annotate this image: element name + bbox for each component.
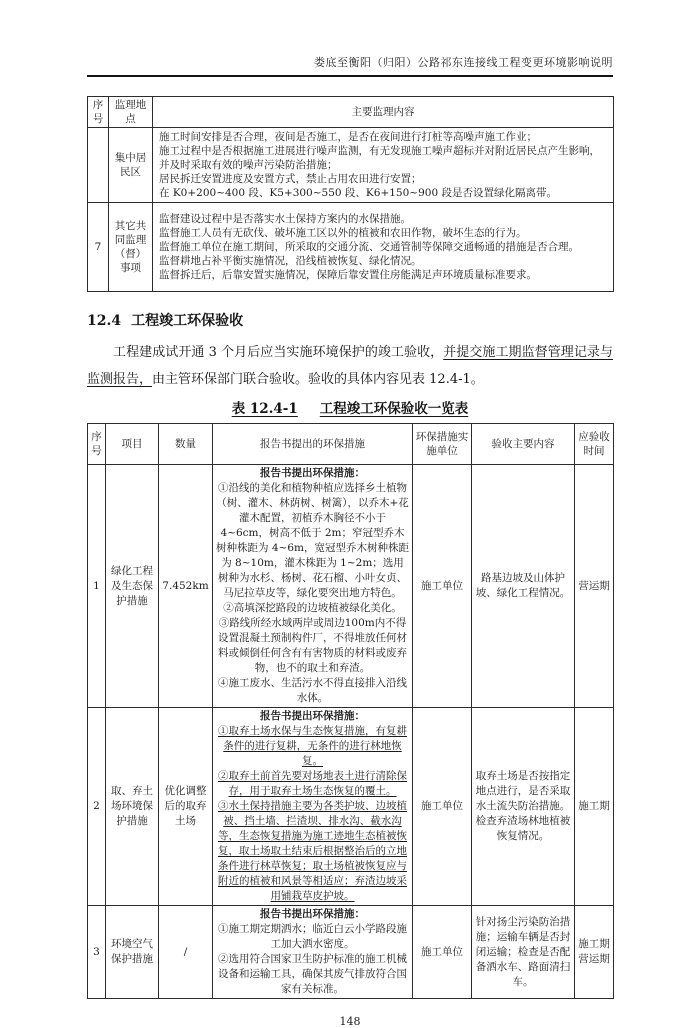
measure-item: ②选用符合国家卫生防护标准的施工机械设备和运输工具，确保其废气排放符合国家有关标准。 bbox=[218, 953, 407, 995]
col-acceptance-content: 验收主要内容 bbox=[472, 424, 575, 465]
measure-item: ②取弃土前首先要对场地表土进行清除保存，用于取弃土场生态恢复的覆土。 bbox=[218, 770, 407, 797]
row-no: 1 bbox=[88, 465, 106, 708]
row-no bbox=[88, 128, 109, 203]
paragraph-underlined-text: 并提交施工期监督管理记录与监测报告， bbox=[87, 345, 613, 387]
content-line: 在 K0+200~400 段、K5+300~550 段、K6+150~900 段是否设置绿化隔离带。 bbox=[159, 187, 557, 199]
row-no: 3 bbox=[88, 906, 106, 999]
paragraph-text: 工程建成试开通 3 个月后应当实施环境保护的竣工验收， bbox=[113, 345, 444, 360]
row-measures bbox=[213, 708, 413, 906]
monitoring-table bbox=[87, 96, 614, 292]
row-time: 施工期营运期 bbox=[575, 906, 614, 999]
content-line: 监督拆迁后，后靠安置实施情况，保障后靠安置住房能满足声环境质量标准要求。 bbox=[159, 269, 537, 281]
table-caption-label: 表 12.4-1 bbox=[231, 401, 298, 417]
measure-item: ②高填深挖路段的边坡植被绿化美化。 bbox=[223, 602, 402, 614]
row-item: 取、弃土场环境保护措施 bbox=[106, 708, 159, 906]
monitoring-col-content: 主要监理内容 bbox=[153, 97, 614, 128]
section-paragraph bbox=[87, 339, 613, 393]
row-place: 集中居民区 bbox=[109, 128, 153, 203]
table-caption-title: 工程竣工环保验收一览表 bbox=[319, 401, 469, 417]
col-quantity: 数量 bbox=[159, 424, 213, 465]
content-line: 监督施工单位在施工期间，所采取的交通分流、交通管制等保障交通畅通的措施是否合理。 bbox=[159, 241, 579, 253]
running-header bbox=[87, 0, 613, 77]
row-unit: 施工单位 bbox=[413, 465, 472, 708]
acceptance-table-header-row bbox=[88, 424, 614, 465]
monitoring-table-header-row bbox=[88, 97, 614, 128]
table-row bbox=[88, 708, 614, 906]
content-line: 监督建设过程中是否落实水土保持方案内的水保措施。 bbox=[159, 213, 411, 225]
measure-item: ③水土保持措施主要为各类护坡、边坡植被、挡土墙、拦渣坝、排水沟、截水沟等，生态恢复措施为施工迹地生态植被恢复，取土场取土结束后根据整治后的立地条件进行林草恢复；取土场植被恢复应与附近的植被和风景等相适应；弃渣边坡采用铺栽草皮护坡。 bbox=[218, 800, 407, 902]
page-content bbox=[87, 0, 613, 1028]
row-item: 绿化工程及生态保护措施 bbox=[106, 465, 159, 708]
row-quantity: / bbox=[159, 906, 213, 999]
row-measures bbox=[213, 465, 413, 708]
row-content bbox=[153, 203, 614, 292]
acceptance-table bbox=[87, 423, 614, 999]
table-caption bbox=[87, 397, 613, 417]
row-unit: 施工单位 bbox=[413, 906, 472, 999]
col-unit: 环保措施实施单位 bbox=[413, 424, 472, 465]
measures-title: 报告书提出环保措施： bbox=[260, 467, 365, 479]
paragraph-text: 由主管环保部门联合验收。验收的具体内容见表 12.4-1。 bbox=[152, 372, 484, 387]
measures-title: 报告书提出环保措施： bbox=[260, 908, 365, 920]
measure-item: ③路线所经水域两岸或周边100m内不得设置混凝土预制构件厂，不得堆放任何材料或倾倒任何含有有害物质的材料或废弃物，也不的取土和弃渣。 bbox=[218, 617, 407, 674]
col-item: 项目 bbox=[106, 424, 159, 465]
measure-item: ①沿线的美化和植物种植应选择乡土植物（树、灌木、林荫树、树篱），以乔木+花灌木配置，初植乔木胸径不小于 4~6cm，树高不低于 2m；窄冠型乔木树种株距为 4~6m，宽冠型乔木树种株距为 8~10m，灌木株距为 1~2m；选用树种为水杉、杨树、花石榴、小叶女贞、马尼拉草皮等，绿化要突出地方特色。 bbox=[216, 482, 409, 599]
row-place: 其它共同监理（督）事项 bbox=[109, 203, 153, 292]
row-acceptance-content: 针对扬尘污染防治措施；运输车辆是否封闭运输；检查是否配备洒水车、路面清扫车。 bbox=[472, 906, 575, 999]
content-line: 施工时间安排是否合理，夜间是否施工，是否在夜间进行打桩等高噪声施工作业； bbox=[159, 131, 537, 143]
row-quantity: 优化调整后的取弃土场 bbox=[159, 708, 213, 906]
row-measures bbox=[213, 906, 413, 999]
table-row bbox=[88, 128, 614, 203]
table-row bbox=[88, 465, 614, 708]
running-header-title: 娄底至衡阳（归阳）公路祁东连接线工程变更环境影响说明 bbox=[87, 54, 613, 77]
content-line: 监督耕地占补平衡实施情况，沿线植被恢复、绿化情况。 bbox=[159, 255, 422, 267]
col-time: 应验收时间 bbox=[575, 424, 614, 465]
col-no: 序号 bbox=[88, 424, 106, 465]
row-acceptance-content: 路基边坡及山体护坡、绿化工程情况。 bbox=[472, 465, 575, 708]
section-title: 工程竣工环保验收 bbox=[131, 313, 244, 329]
row-time: 营运期 bbox=[575, 465, 614, 708]
row-item: 环境空气保护措施 bbox=[106, 906, 159, 999]
row-no: 2 bbox=[88, 708, 106, 906]
row-no: 7 bbox=[88, 203, 109, 292]
row-quantity: 7.452km bbox=[159, 465, 213, 708]
col-measures: 报告书提出的环保措施 bbox=[213, 424, 413, 465]
monitoring-col-no: 序号 bbox=[88, 97, 109, 128]
section-heading bbox=[87, 310, 613, 330]
row-time: 施工期 bbox=[575, 708, 614, 906]
measure-item: ④施工废水、生活污水不得直接排入沿线水体。 bbox=[218, 677, 407, 704]
monitoring-col-place: 监理地点 bbox=[109, 97, 153, 128]
row-acceptance-content: 取弃土场是否按指定地点进行，是否采取水土流失防治措施。检查弃渣场林地植被恢复情况。 bbox=[472, 708, 575, 906]
measure-item: ①取弃土场水保与生态恢复措施，有复耕条件的进行复耕，无条件的进行林地恢复。 bbox=[218, 725, 407, 767]
content-line: 居民拆迁安置进度及安置方式，禁止占用农田进行安置； bbox=[159, 173, 422, 185]
table-row bbox=[88, 203, 614, 292]
content-line: 监督施工人员有无砍伐、破坏施工区以外的植被和农田作物，破坏生态的行为。 bbox=[159, 227, 527, 239]
page-number: 148 bbox=[339, 1015, 361, 1028]
table-row bbox=[88, 906, 614, 999]
content-line: 施工过程中是否根据施工进展进行噪声监测，有无发现施工噪声超标并对附近居民点产生影响，并及时采取有效的噪声污染防治措施； bbox=[159, 145, 600, 171]
row-unit: 施工单位 bbox=[413, 708, 472, 906]
measures-title: 报告书提出环保措施： bbox=[260, 710, 365, 722]
measure-item: ①施工期定期洒水；临近白云小学路段施工加大洒水密度。 bbox=[218, 923, 407, 950]
section-number: 12.4 bbox=[87, 313, 122, 329]
row-content bbox=[153, 128, 614, 203]
